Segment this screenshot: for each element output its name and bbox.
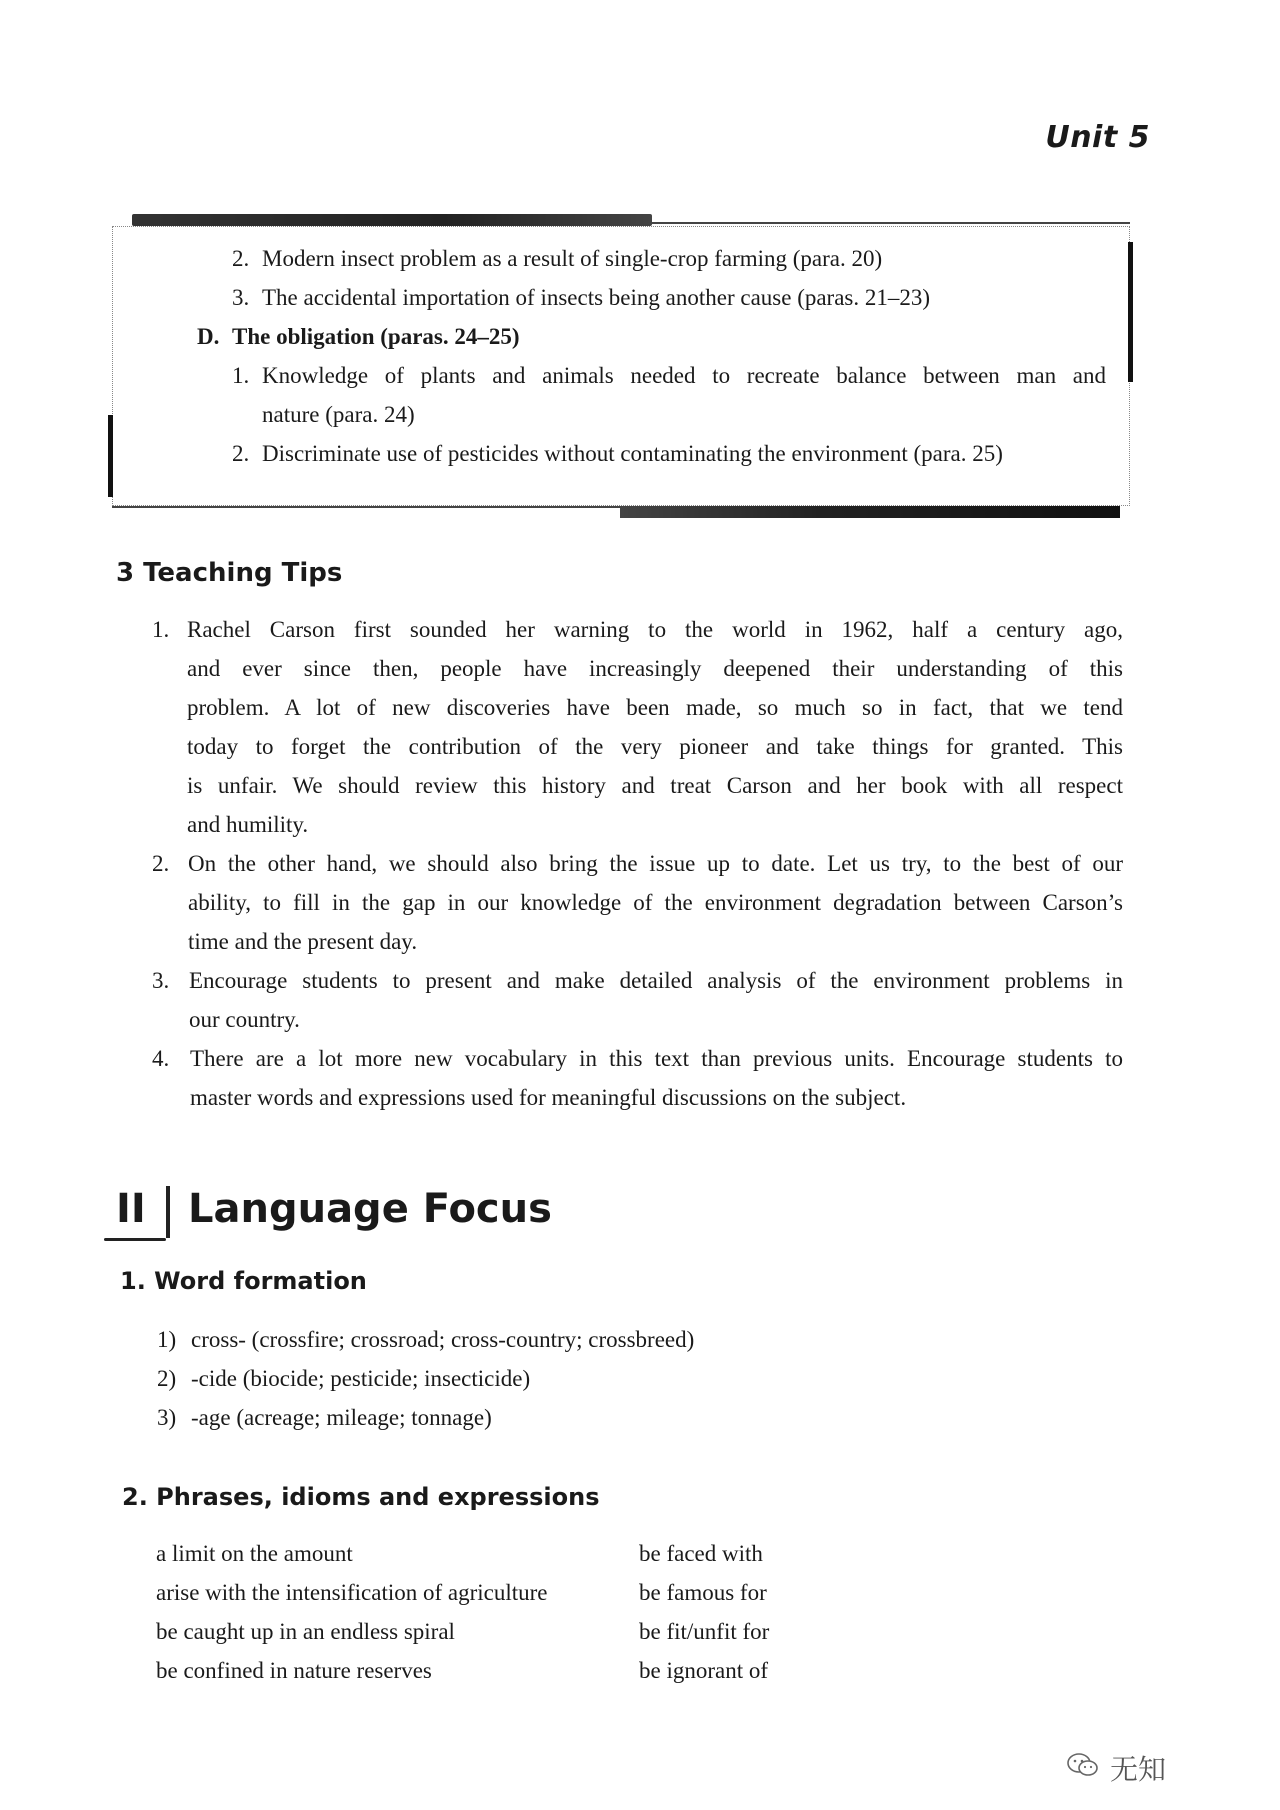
tip-line: and ever since then, people have increasingly deepened their understanding of this [187, 656, 1123, 681]
wechat-icon [1066, 1752, 1100, 1778]
outline-item: 3. The accidental importation of insects being another cause (paras. 21–23) [232, 285, 931, 310]
tip-line: and humility. [187, 812, 309, 837]
tip-line: ability, to fill in the gap in our knowledge of the environment degradation between Carson’s [188, 890, 1123, 915]
phrase-item: be faced with [639, 1541, 763, 1566]
watermark-text: 无知 [1110, 1753, 1167, 1786]
section-numeral: II [116, 1186, 146, 1232]
section-divider-bar [166, 1186, 170, 1238]
outline-item-continuation: nature (para. 24) [262, 402, 415, 427]
language-focus-title: Language Focus [188, 1186, 552, 1232]
phrase-item: arise with the intensification of agriculture [156, 1580, 548, 1605]
phrase-item: be ignorant of [639, 1658, 769, 1683]
tip-line: problem. A lot of new discoveries have been made, so much so in fact, that we tend [187, 695, 1123, 720]
tip-line: time and the present day. [188, 929, 418, 954]
tip-number: 4. [152, 1046, 170, 1071]
tip-line: our country. [189, 1007, 300, 1032]
teaching-tips-heading: 3 Teaching Tips [116, 558, 343, 588]
tip-number: 3. [152, 968, 170, 993]
outline-left-bar [108, 415, 113, 497]
phrase-item: be confined in nature reserves [156, 1658, 432, 1683]
tip-line: There are a lot more new vocabulary in this text than previous units. Encourage students to [190, 1046, 1123, 1071]
outline-right-bar [1128, 242, 1133, 382]
outline-section-heading: D. The obligation (paras. 24–25) [197, 324, 520, 349]
outline-item: 1. Knowledge of plants and animals needed to recreate balance between man and [232, 363, 1106, 388]
phrase-item: a limit on the amount [156, 1541, 353, 1566]
tip-line: is unfair. We should review this history and treat Carson and her book with all respect [187, 773, 1123, 798]
outline-bottom-rule [112, 506, 620, 508]
tip-number: 2. [152, 851, 170, 876]
outline-item: 2. Modern insect problem as a result of single-crop farming (para. 20) [232, 246, 883, 271]
unit-label: Unit 5 [1045, 120, 1150, 155]
phrase-item: be fit/unfit for [639, 1619, 770, 1644]
tip-line: today to forget the contribution of the very pioneer and take things for granted. This [187, 734, 1123, 759]
phrases-heading: 2. Phrases, idioms and expressions [122, 1483, 600, 1511]
word-formation-item: 3) -age (acreage; mileage; tonnage) [157, 1405, 492, 1430]
word-formation-heading: 1. Word formation [120, 1267, 367, 1295]
tip-line: On the other hand, we should also bring the issue up to date. Let us try, to the best of our [188, 851, 1123, 876]
section-underline [104, 1238, 166, 1241]
phrase-item: be famous for [639, 1580, 767, 1605]
tip-line: Encourage students to present and make detailed analysis of the environment problems in [189, 968, 1123, 993]
phrase-item: be caught up in an endless spiral [156, 1619, 455, 1644]
tip-line: Rachel Carson first sounded her warning to the world in 1962, half a century ago, [187, 617, 1123, 642]
tip-number: 1. [152, 617, 170, 642]
outline-top-rule [652, 222, 1130, 224]
word-formation-item: 1) cross- (crossfire; crossroad; cross-country; crossbreed) [157, 1327, 695, 1352]
tip-line: master words and expressions used for meaningful discussions on the subject. [190, 1085, 907, 1110]
outline-bottom-bar [620, 506, 1120, 518]
outline-item: 2. Discriminate use of pesticides without contaminating the environment (para. 25) [232, 441, 1003, 466]
outline-top-bar [132, 214, 652, 226]
word-formation-item: 2) -cide (biocide; pesticide; insecticide) [157, 1366, 531, 1391]
